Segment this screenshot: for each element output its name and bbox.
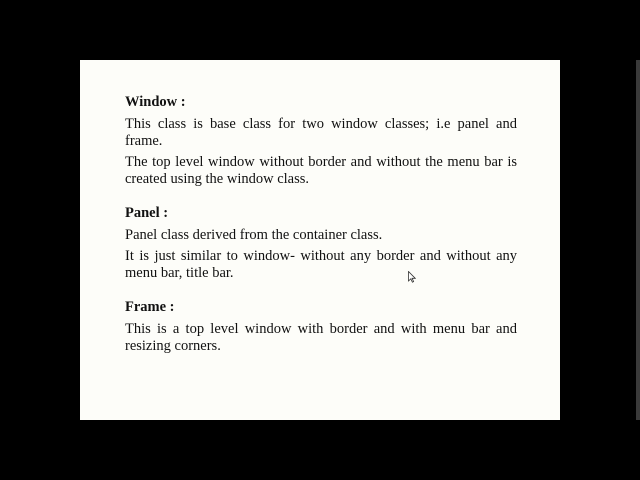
section-paragraph: It is just similar to window- without any border and without any menu bar, title bar. [125, 248, 517, 281]
slide-content [125, 94, 517, 372]
section-heading: Frame : [125, 299, 175, 315]
section-heading: Panel : [125, 205, 169, 221]
section-heading: Window : [125, 94, 186, 110]
section-paragraph: This class is base class for two window classes; i.e panel and frame. [125, 116, 517, 149]
section-frame [125, 299, 517, 355]
mouse-pointer-icon [408, 271, 416, 283]
section-paragraph: Panel class derived from the container class. [125, 227, 383, 243]
section-paragraph: This is a top level window with border and with menu bar and resizing corners. [125, 321, 517, 354]
slide [80, 60, 560, 420]
section-panel [125, 205, 517, 282]
screen-edge [636, 60, 640, 420]
section-paragraph: The top level window without border and without the menu bar is created using the window class. [125, 154, 517, 187]
section-window [125, 94, 517, 188]
